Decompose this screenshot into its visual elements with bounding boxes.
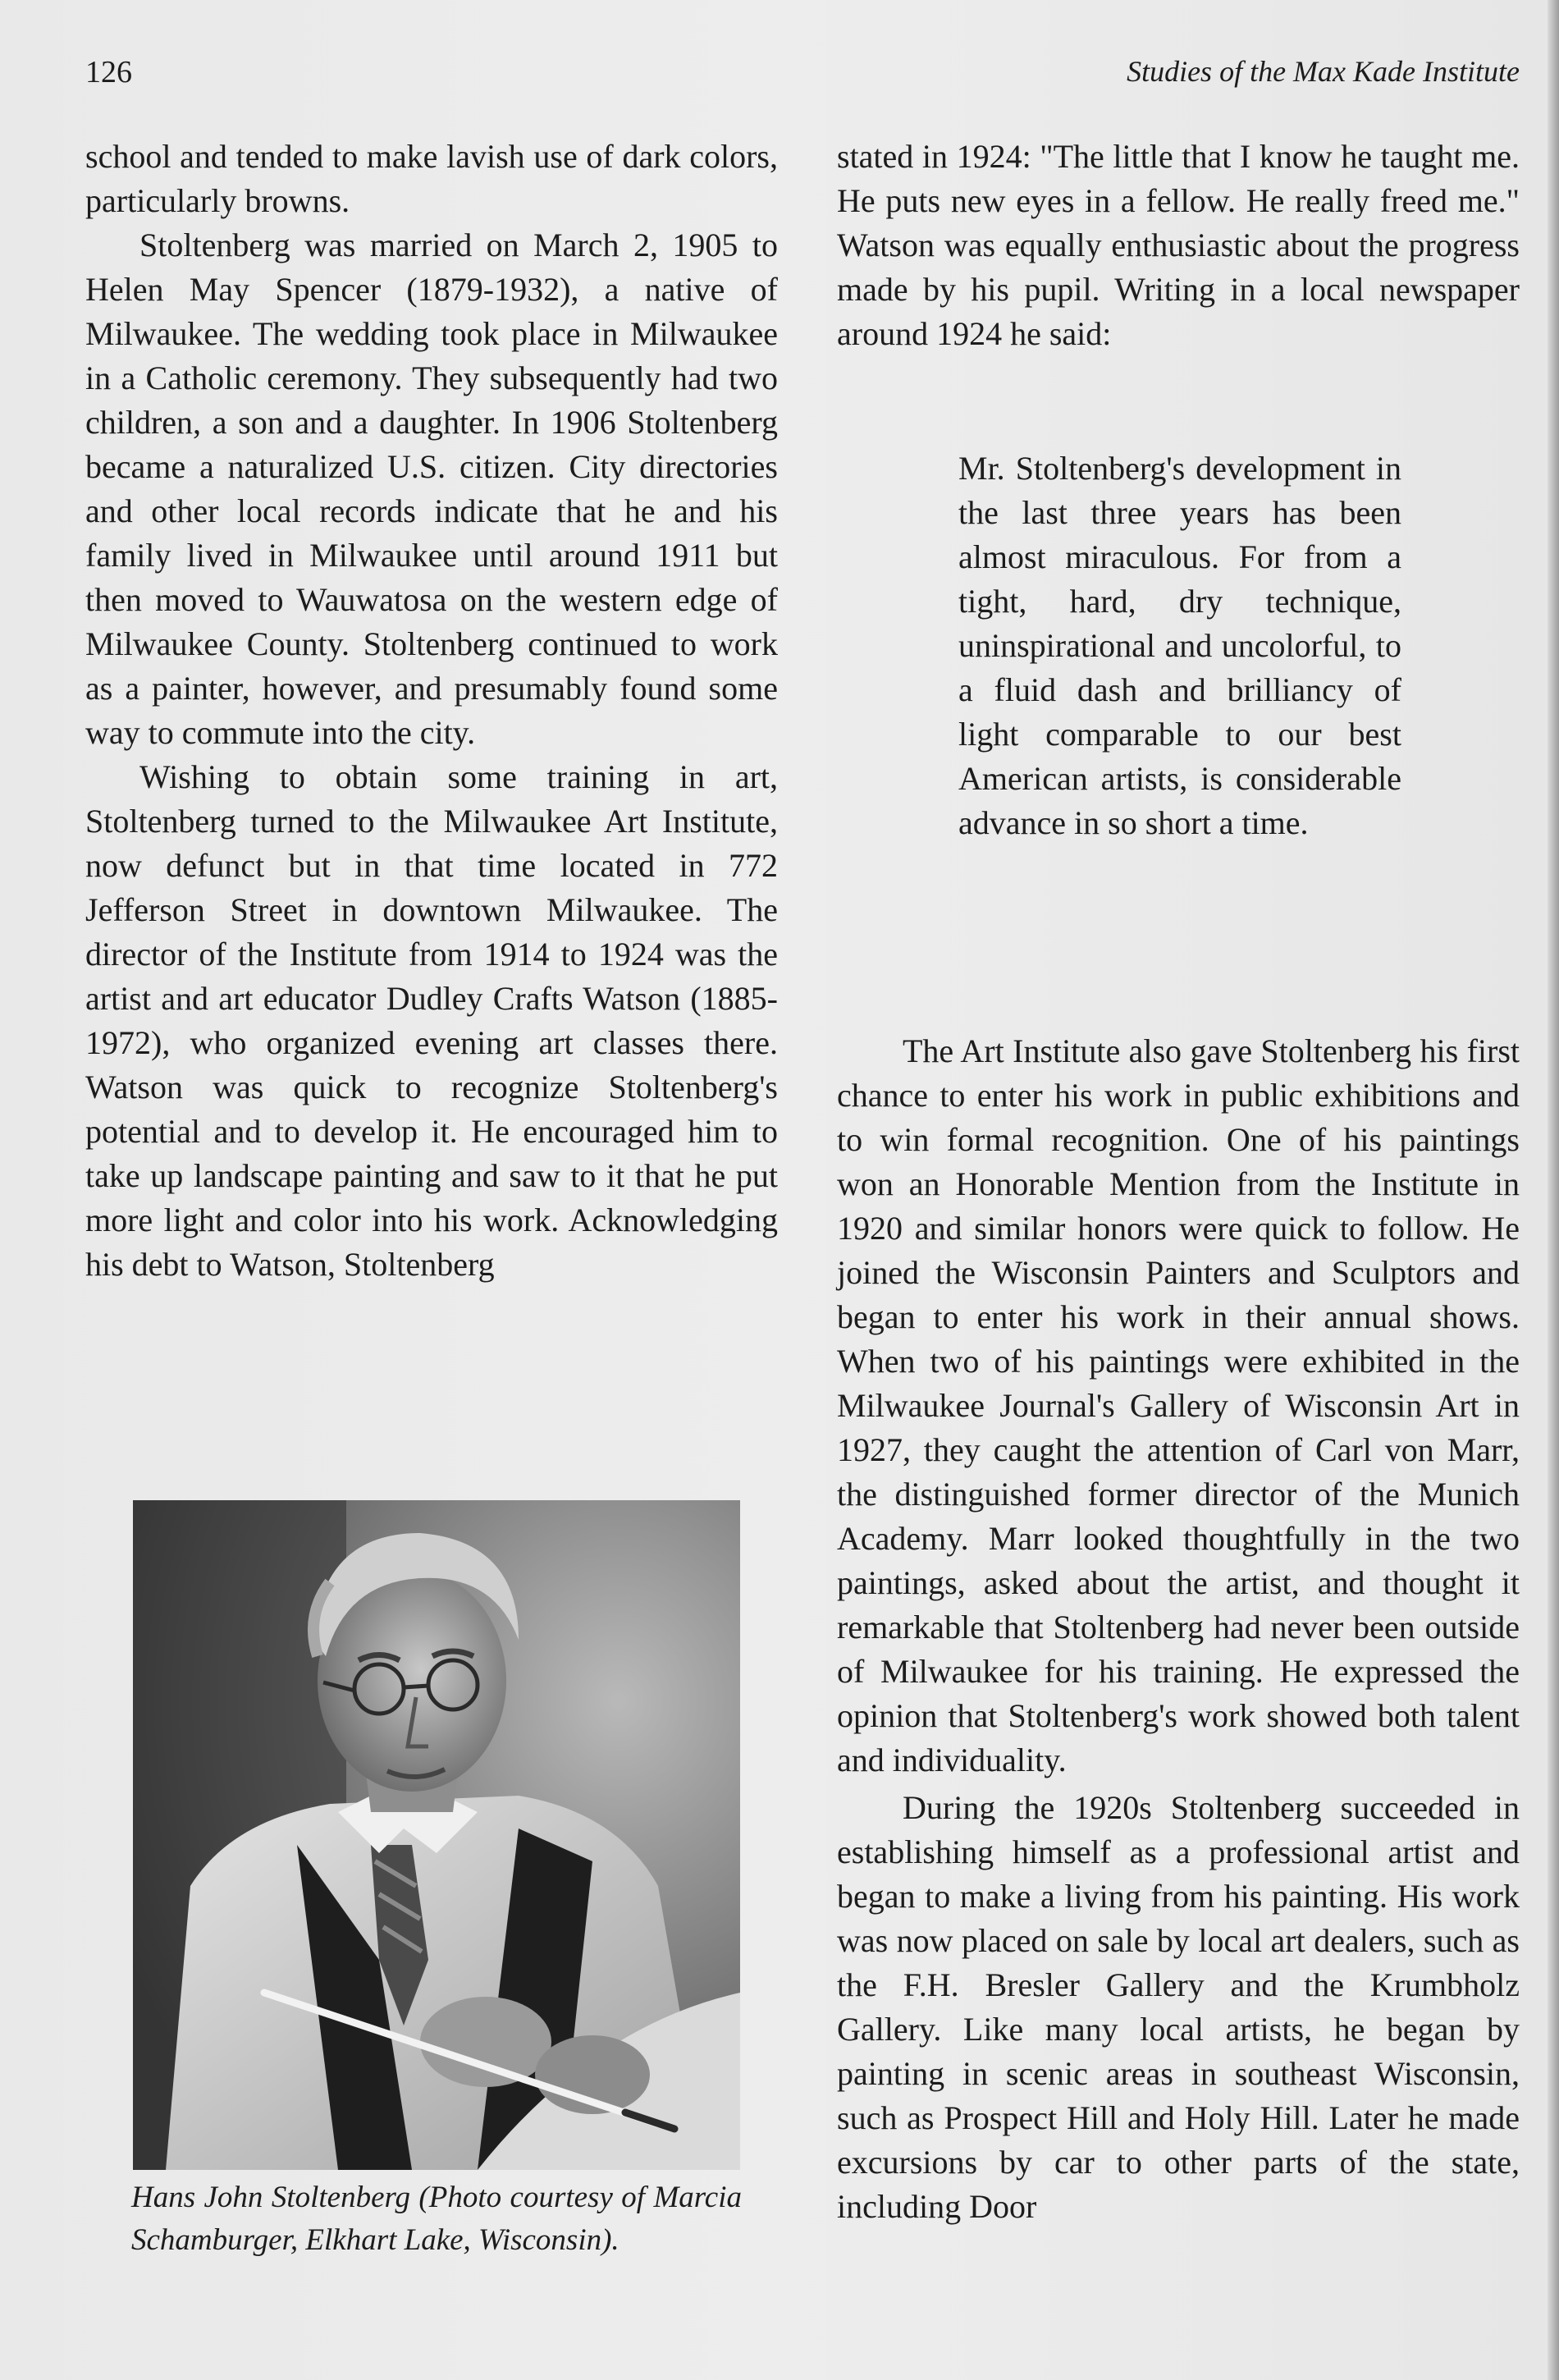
left-paragraph-3: Wishing to obtain some training in art, Stoltenberg turned to the Milwaukee Art Institute, now defunct but in that time located in 772 Jefferson Street in downtown Milwaukee. The director of the Institute from 1914 to 1924 was the artist and art educator Dudley Crafts Watson (1885-1972), who organized evening art classes there. Watson was quick to recognize Stoltenberg's potential and to develop it. He encouraged him to take up landscape painting and saw to it that he put more light and color into his work. Acknowledging his debt to Watson, Stoltenberg xyxy=(85,758,778,1283)
portrait-photo xyxy=(133,1500,740,2170)
portrait-illustration xyxy=(133,1500,740,2170)
right-column-opening xyxy=(837,135,1520,356)
left-column xyxy=(85,135,778,1287)
right-column-body xyxy=(837,1029,1520,2229)
left-paragraph-1: school and tended to make lavish use of dark colors, particularly browns. xyxy=(85,138,778,219)
running-head: Studies of the Max Kade Institute xyxy=(1127,55,1520,88)
right-paragraph-1: The Art Institute also gave Stoltenberg his first chance to enter his work in public exhibitions and to win formal recognition. One of his paintings won an Honorable Mention from the Institute in 1920 and similar honors were quick to follow. He joined the Wisconsin Painters and Sculptors and began to enter his work in their annual shows. When two of his paintings were exhibited in the Milwaukee Journal's Gallery of Wisconsin Art in 1927, they caught the attention of Carl von Marr, the distinguished former director of the Munich Academy. Marr looked thoughtfully in the two paintings, asked about the artist, and thought it remarkable that Stoltenberg had never been outside of Milwaukee for his training. He expressed the opinion that Stoltenberg's work showed both talent and individuality. xyxy=(837,1032,1520,1778)
page-number: 126 xyxy=(85,55,132,89)
photo-caption: Hans John Stoltenberg (Photo courtesy of Marcia Schamburger, Elkhart Lake, Wisconsin). xyxy=(131,2181,742,2257)
left-paragraph-2: Stoltenberg was married on March 2, 1905 to Helen May Spencer (1879-1932), a native of Milwaukee. The wedding took place in Milwaukee in a Catholic ceremony. They subsequently had two children, a son and a daughter. In 1906 Stoltenberg became a naturalized U.S. citizen. City directories and other local records indicate that he and his family lived in Milwaukee until around 1911 but then moved to Wauwatosa on the western edge of Milwaukee County. Stoltenberg continued to work as a painter, however, and presumably found some way to commute into the city. xyxy=(85,227,778,751)
right-paragraph-2: During the 1920s Stoltenberg succeeded in establishing himself as a professional artist and began to make a living from his painting. His work was now placed on sale by local art dealers, such as the F.H. Bresler Gallery and the Krumbholz Gallery. Like many local artists, he began by painting in scenic areas in southeast Wisconsin, such as Prospect Hill and Holy Hill. Later he made excursions by car to other parts of the state, including Door xyxy=(837,1789,1520,2225)
right-opening-paragraph: stated in 1924: "The little that I know he taught me. He puts new eyes in a fellow. He really freed me." Watson was equally enthusiastic about the progress made by his pupil. Writing in a local newspaper around 1924 he said: xyxy=(837,138,1520,352)
page-edge-shadow xyxy=(1548,0,1559,2380)
watson-quote: Mr. Stoltenberg's development in the last three years has been almost miraculous. For from a tight, hard, dry technique, uninspirational and uncolorful, to a fluid dash and brilliancy of light comparable to our best American artists, is considerable advance in so short a time. xyxy=(958,450,1401,841)
